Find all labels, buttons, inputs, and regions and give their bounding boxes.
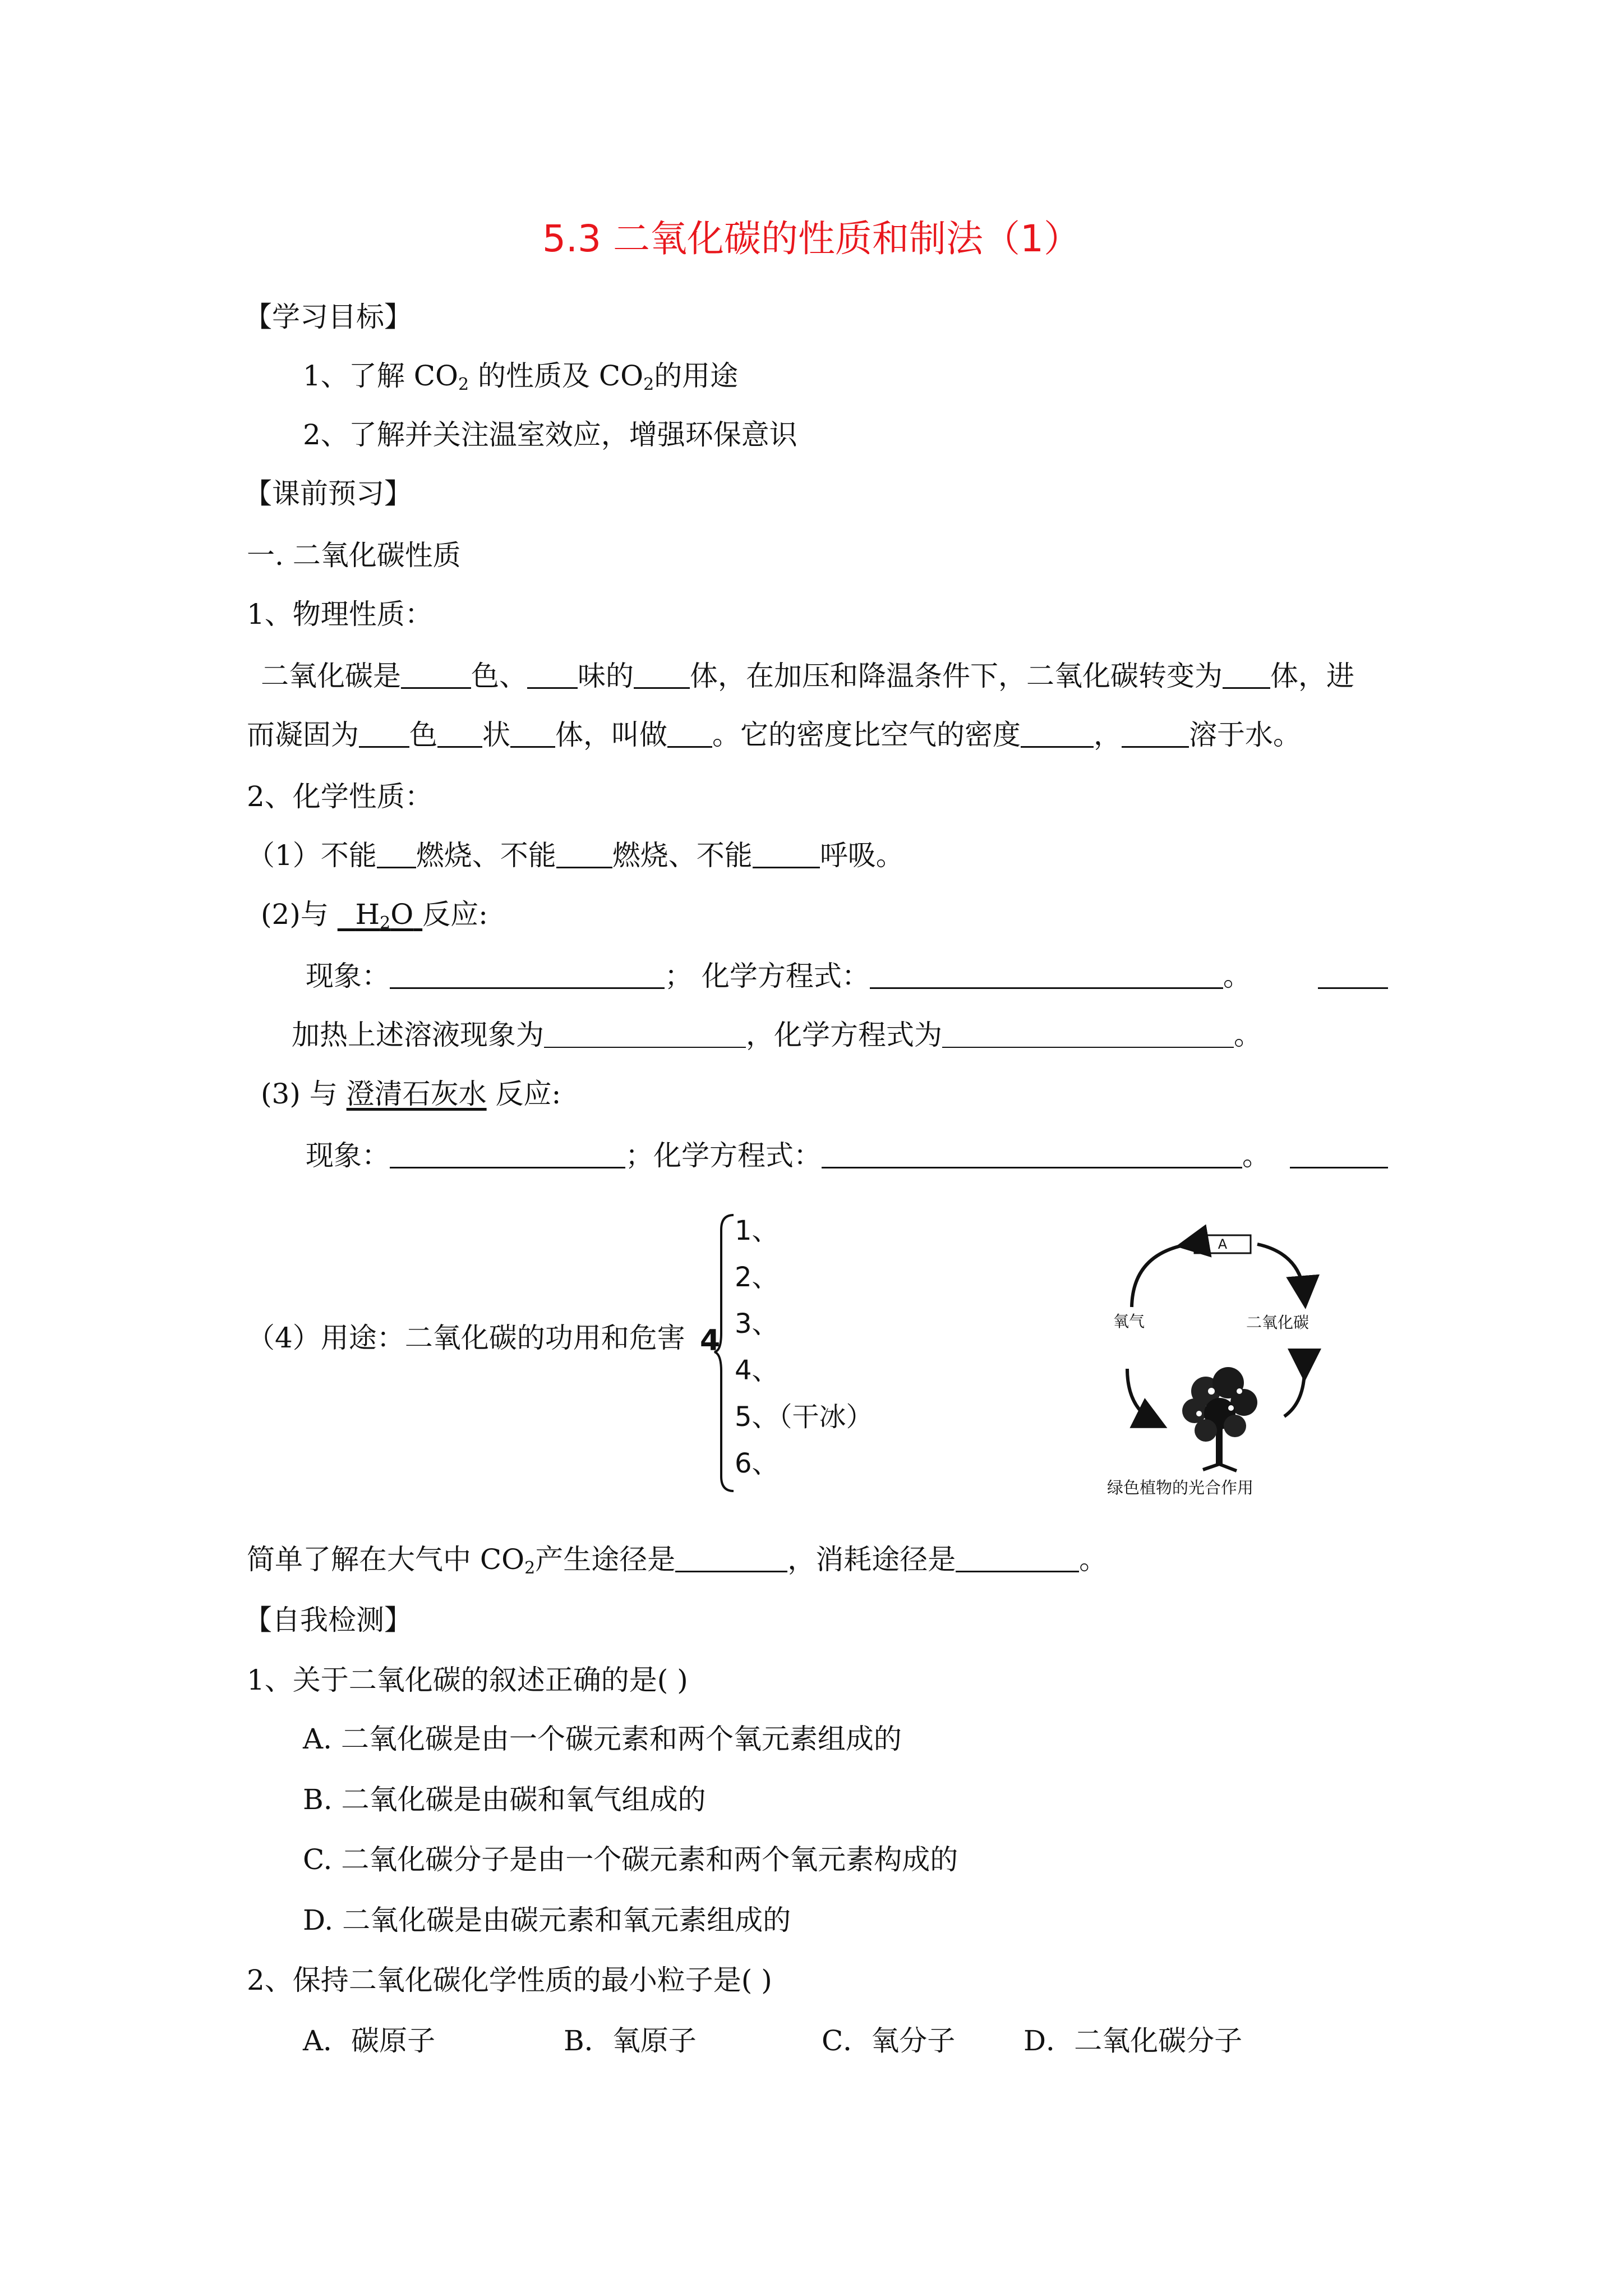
cycle-left-label: 氧气 bbox=[1113, 1312, 1145, 1331]
atmosphere-line: 简单了解在大气中 $CO_2$产生途径是 ，消耗途径是 。 bbox=[247, 1543, 1108, 1578]
chemical-3: (3) 与 澄清石灰水 反应: bbox=[261, 1078, 561, 1110]
blank-name[interactable] bbox=[667, 718, 712, 748]
blank-source[interactable] bbox=[675, 1543, 787, 1572]
goal-2: 2、了解并关注温室效应，增强环保意识 bbox=[303, 418, 797, 451]
blank-density[interactable] bbox=[1021, 718, 1094, 748]
blank-phenomenon-water[interactable] bbox=[390, 959, 665, 989]
blank-heat-phenomenon[interactable] bbox=[544, 1019, 746, 1048]
use-item: 4、 bbox=[735, 1355, 779, 1386]
blank-solid-state[interactable] bbox=[510, 718, 555, 748]
part-heading: 一. 二氧化碳性质 bbox=[247, 539, 461, 572]
goal-1: 1、了解 $CO_2$ 的性质及 $CO_2$的用途 bbox=[303, 360, 739, 394]
question-2-option-b[interactable]: B．氧原子 bbox=[564, 2024, 697, 2057]
blank-extra-2[interactable] bbox=[1290, 1139, 1388, 1168]
use-item: 5、（干冰） bbox=[735, 1401, 873, 1433]
reactant-water: $H_2O$ bbox=[355, 898, 414, 933]
question-1-option-b[interactable]: B. 二氧化碳是由碳和氧气组成的 bbox=[303, 1783, 706, 1816]
page-title: 5.3 二氧化碳的性质和制法（1） bbox=[542, 217, 1081, 260]
use-item: 1、 bbox=[735, 1215, 779, 1246]
reactant-limewater: 澄清石灰水 bbox=[346, 1078, 487, 1110]
blank-solid-color[interactable] bbox=[359, 718, 409, 748]
physical-heading: 1、物理性质： bbox=[247, 598, 433, 631]
blank-extra-1[interactable] bbox=[1318, 959, 1388, 989]
cycle-diagram bbox=[1105, 1223, 1340, 1503]
use-item: 6、 bbox=[735, 1448, 779, 1479]
chemical-heading: 2、化学性质： bbox=[247, 780, 433, 813]
cycle-box-label: A bbox=[1218, 1236, 1228, 1252]
question-1-option-c[interactable]: C. 二氧化碳分子是由一个碳元素和两个氧元素构成的 bbox=[303, 1843, 958, 1876]
blank-solubility[interactable] bbox=[1122, 718, 1189, 748]
trailing-blank-2 bbox=[1290, 1139, 1388, 1172]
chemical-1: （1）不能 燃烧、不能 燃烧、不能 呼吸。 bbox=[247, 839, 904, 872]
blank-liquid[interactable] bbox=[1223, 659, 1270, 689]
question-2-option-c[interactable]: C．氧分子 bbox=[822, 2024, 956, 2057]
blank-smell[interactable] bbox=[527, 659, 578, 689]
brace-mark: 4 bbox=[700, 1324, 721, 1358]
question-1-stem: 1、关于二氧化碳的叙述正确的是( ) bbox=[247, 1664, 688, 1696]
question-1-option-d[interactable]: D. 二氧化碳是由碳元素和氧元素组成的 bbox=[303, 1904, 791, 1936]
blank-color[interactable] bbox=[401, 659, 471, 689]
section-heading-self-check: 【自我检测】 bbox=[244, 1604, 412, 1636]
trailing-blank-1 bbox=[1318, 959, 1388, 993]
blank-phenomenon-limewater[interactable] bbox=[390, 1139, 625, 1168]
blank-state[interactable] bbox=[634, 659, 690, 689]
section-heading-preview: 【课前预习】 bbox=[244, 477, 412, 510]
question-2-option-d[interactable]: D．二氧化碳分子 bbox=[1023, 2024, 1243, 2057]
cycle-caption: 绿色植物的光合作用 bbox=[1107, 1478, 1254, 1497]
blank-equation-limewater[interactable] bbox=[822, 1139, 1242, 1168]
cycle-right-label: 二氧化碳 bbox=[1246, 1313, 1310, 1332]
question-2-option-a[interactable]: A．碳原子 bbox=[303, 2024, 436, 2057]
blank-breathe[interactable] bbox=[753, 839, 820, 868]
chemical-3-phenomenon: 现象： ；化学方程式： 。 bbox=[306, 1139, 1270, 1172]
question-1-option-a[interactable]: A. 二氧化碳是由一个碳元素和两个氧元素组成的 bbox=[303, 1723, 902, 1755]
chemical-2-phenomenon: 现象： ； 化学方程式： 。 bbox=[306, 960, 1251, 992]
photosynthesis-cycle-figure bbox=[1105, 1223, 1340, 1503]
question-2-stem: 2、保持二氧化碳化学性质的最小粒子是( ) bbox=[247, 1964, 772, 1996]
blank-burn-2[interactable] bbox=[556, 839, 612, 868]
blank-sink[interactable] bbox=[956, 1543, 1079, 1572]
blank-burn-1[interactable] bbox=[377, 839, 416, 868]
blank-equation-water[interactable] bbox=[870, 959, 1223, 989]
uses-label: （4）用途：二氧化碳的功用和危害 bbox=[247, 1322, 685, 1354]
section-heading-goals: 【学习目标】 bbox=[244, 301, 412, 333]
blank-heat-equation[interactable] bbox=[942, 1019, 1234, 1048]
use-item: 3、 bbox=[735, 1308, 779, 1340]
use-item: 2、 bbox=[735, 1262, 779, 1293]
physical-line-2: 而凝固为 色 状 体，叫做 。它的密度比空气的密度 ， 溶于水。 bbox=[247, 719, 1301, 751]
tree-icon bbox=[1182, 1367, 1257, 1471]
chemical-2: (2)与 $H_2O$ 反应: bbox=[261, 898, 488, 933]
brace-icon bbox=[713, 1213, 736, 1493]
physical-line-1: 二氧化碳是 色、 味的 体，在加压和降温条件下，二氧化碳转变为 体，进 bbox=[261, 660, 1354, 692]
blank-shape[interactable] bbox=[437, 718, 482, 748]
chemical-2-heat: 加热上述溶液现象为 ，化学方程式为 。 bbox=[292, 1019, 1262, 1051]
